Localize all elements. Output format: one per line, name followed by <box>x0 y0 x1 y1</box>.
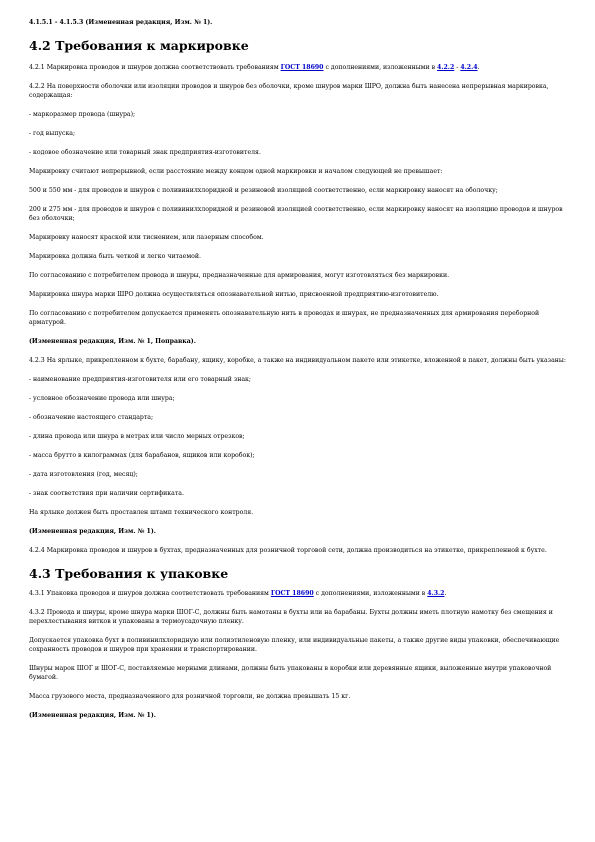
amendment-note: (Измененная редакция, Изм. № 1). <box>29 712 156 719</box>
paragraph: Маркировку считают непрерывной, если расстояние между концом одной маркировки и началом следующей не превышает: <box>29 168 443 175</box>
paragraph: Маркировку наносят краской или тиснением, или лазерным способом. <box>29 234 264 241</box>
list-item: - дата изготовления (год, месяц); <box>29 471 138 478</box>
list-item: - наименование предприятия-изготовителя или его товарный знак; <box>29 376 251 383</box>
list-item: - маркоразмер провода (шнура); <box>29 111 136 118</box>
list-item: - кодовое обозначение или товарный знак предприятия-изготовителя. <box>29 149 261 156</box>
paragraph-4-2-2: 4.2.2 На поверхности оболочки или изоляции проводов и шнуров без оболочки, кроме шнуров марки ШРО, должна быть нанесена непрерывная маркировка, содержащая: <box>29 83 549 99</box>
amendment-note: 4.1.5.1 - 4.1.5.3 (Измененная редакция, Изм. № 1). <box>29 19 213 26</box>
paragraph-4-2-1: 4.2.1 Маркировка проводов и шнуров должна соответствовать требованиям ГОСТ 18690 с дополнениями, изложенными в 4.2.2 - 4.2.4. <box>29 64 480 71</box>
paragraph: Шнуры марок ШОГ и ШОГ-С, поставляемые мерными длинами, должны быть упакованы в коробки или деревянные ящики, выложенные внутри упаковочной бумагой. <box>29 665 552 681</box>
amendment-note: (Измененная редакция, Изм. № 1, Поправка). <box>29 338 196 345</box>
paragraph: По согласованию с потребителем допускается применять опознавательную нить в проводах и шнурах, не предназначенных для армирования переборной арматурой. <box>29 310 540 326</box>
list-item: - обозначение настоящего стандарта; <box>29 414 154 421</box>
section-heading-packaging: 4.3 Требования к упаковке <box>29 566 229 581</box>
list-item: - длина провода или шнура в метрах или число мерных отрезков; <box>29 433 245 440</box>
gost-18690-link[interactable]: ГОСТ 18690 <box>280 64 324 71</box>
link-4-2-4[interactable]: 4.2.4 <box>460 64 478 71</box>
list-item: - год выпуска; <box>29 130 76 137</box>
gost-18690-link[interactable]: ГОСТ 18690 <box>270 590 314 597</box>
paragraph-4-2-3: 4.2.3 На ярлыке, прикрепленном к бухте, барабану, ящику, коробке, а также на индивидуальном пакете или этикетке, вложенной в пакет, должны быть указаны: <box>29 357 566 364</box>
list-item: - масса брутто в килограммах (для барабанов, ящиков или коробок); <box>29 452 255 459</box>
document-page <box>29 18 569 720</box>
paragraph: На ярлыке должен быть проставлен штамп технического контроля. <box>29 509 254 516</box>
paragraph: Маркировка должна быть четкой и легко читаемой. <box>29 253 201 260</box>
paragraph: 500 и 550 мм - для проводов и шнуров с поливинилхлоридной и резиновой изоляцией соответственно, если маркировку наносят на оболочку; <box>29 187 498 194</box>
paragraph-4-2-4: 4.2.4 Маркировка проводов и шнуров в бухтах, предназначенных для розничной торговой сети, должна производиться на этикетке, прикрепленной к бухте. <box>29 547 547 554</box>
link-4-3-2[interactable]: 4.3.2 <box>427 590 445 597</box>
paragraph: Масса грузового места, предназначенного для розничной торговли, не должна превышать 15 кг. <box>29 693 351 700</box>
section-heading-marking: 4.2 Требования к маркировке <box>29 38 249 53</box>
paragraph: Допускается упаковка бухт в поливинилхлоридную или полиэтиленовую пленку, или индивидуальные пакеты, а также другие виды упаковки, обеспечивающие сохранность проводов и шнуров при хранении и транспортировании. <box>29 637 560 653</box>
paragraph-4-3-2: 4.3.2 Провода и шнуры, кроме шнура марки ШОГ-С, должны быть намотаны в бухты или на барабаны. Бухты должны иметь плотную намотку без смещения и перехлестывания витков и упакованы в термоусадочную пленку. <box>29 609 553 625</box>
paragraph-4-3-1: 4.3.1 Упаковка проводов и шнуров должна соответствовать требованиям ГОСТ 18690 с дополнениями, изложенными в 4.3.2. <box>29 590 447 597</box>
amendment-note: (Измененная редакция, Изм. № 1). <box>29 528 156 535</box>
paragraph: По согласованию с потребителем провода и шнуры, предназначенные для армирования, могут изготовляться без маркировки. <box>29 272 450 279</box>
list-item: - условное обозначение провода или шнура; <box>29 395 175 402</box>
list-item: - знак соответствия при наличии сертификата. <box>29 490 184 497</box>
paragraph: 200 и 275 мм - для проводов и шнуров с поливинилхлоридной и резиновой изоляцией соответственно, если маркировку наносят на изоляцию проводов и шнуров без оболочки; <box>29 206 563 222</box>
paragraph: Маркировка шнура марки ШРО должна осуществляться опознавательной нитью, присвоенной предприятию-изготовителю. <box>29 291 439 298</box>
link-4-2-2[interactable]: 4.2.2 <box>437 64 455 71</box>
